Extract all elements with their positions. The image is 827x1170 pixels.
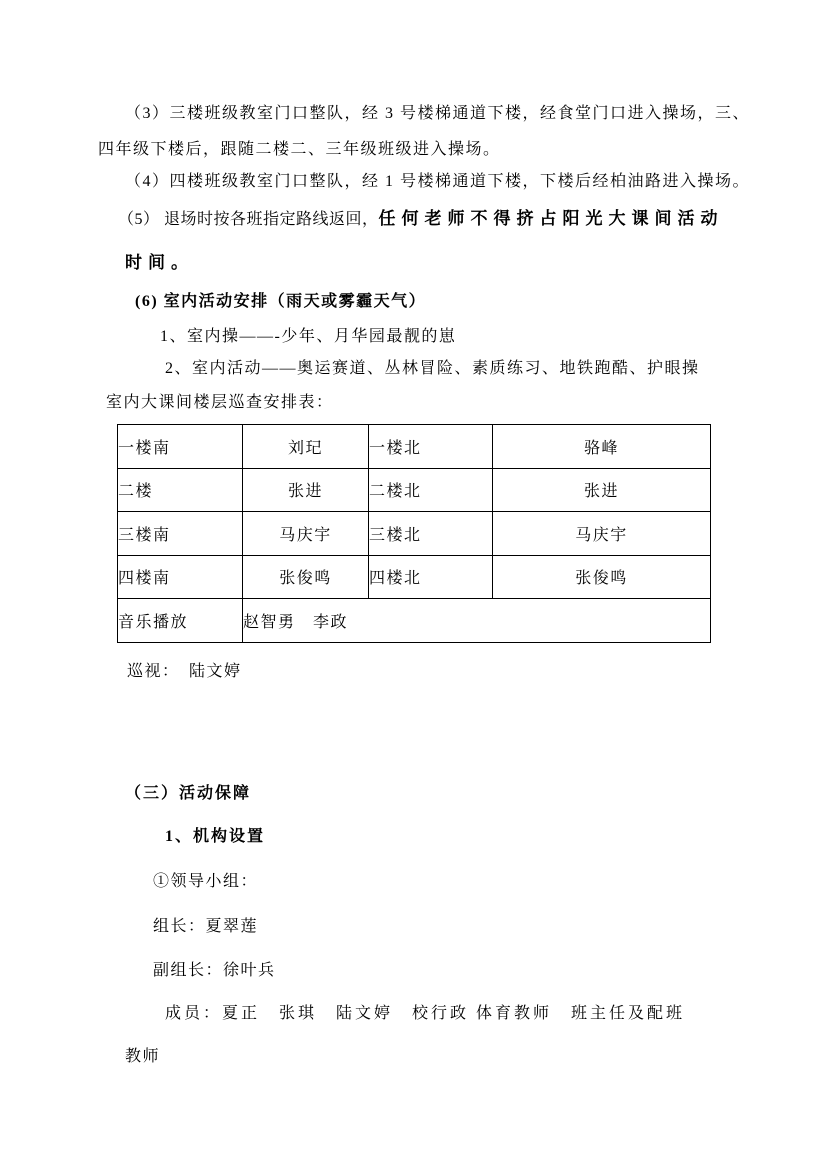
leadership-group-label: ①领导小组： — [153, 873, 259, 890]
table-row — [118, 468, 711, 512]
floor-label-cell: 四楼南 — [118, 555, 243, 599]
heading-6-indoor-activities: (6) 室内活动安排（雨天或雾霾天气） — [135, 293, 427, 310]
patrol-name-cell: 张俊鸣 — [493, 555, 711, 599]
patrol-name-cell: 马庆宇 — [243, 512, 369, 556]
leader-line: 组长：夏翠莲 — [153, 918, 259, 935]
patrol-name-cell: 骆峰 — [493, 425, 711, 469]
indoor-item-2: 2、室内活动——奥运赛道、丛林冒险、素质练习、地铁跑酷、护眼操 — [165, 360, 700, 377]
members-line-1: 成员：夏正 张琪 陆文婷 校行政 体育教师 班主任及配班 — [165, 1005, 686, 1022]
indoor-item-1: 1、室内操——-少年、月华园最靓的崽 — [160, 328, 457, 345]
floor-label-cell: 一楼北 — [369, 425, 493, 469]
patrol-supervisor-line: 巡视： 陆文婷 — [127, 663, 242, 680]
floor-label-cell: 四楼北 — [369, 555, 493, 599]
music-names-cell: 赵智勇 李政 — [243, 599, 711, 643]
music-label-cell: 音乐播放 — [118, 599, 243, 643]
subsection-1-heading: 1、机构设置 — [165, 828, 266, 845]
members-line-2: 教师 — [125, 1048, 161, 1065]
patrol-name-cell: 张进 — [243, 468, 369, 512]
patrol-name-cell: 马庆宇 — [493, 512, 711, 556]
paragraph-5-regular-text: （5） 退场时按各班指定路线返回， — [118, 211, 379, 228]
patrol-name-cell: 张俊鸣 — [243, 555, 369, 599]
floor-label-cell: 二楼 — [118, 468, 243, 512]
paragraph-5-bold-line-2: 时间。 — [125, 253, 194, 272]
paragraph-3-line-1: （3）三楼班级教室门口整队，经 3 号楼梯通道下楼，经食堂门口进入操场，三、 — [125, 105, 751, 122]
floor-label-cell: 二楼北 — [369, 468, 493, 512]
floor-label-cell: 一楼南 — [118, 425, 243, 469]
paragraph-5-bold-text: 任何老师不得挤占阳光大课间活动 — [378, 209, 724, 228]
floor-label-cell: 三楼南 — [118, 512, 243, 556]
table-row — [118, 512, 711, 556]
paragraph-4: （4）四楼班级教室门口整队，经 1 号楼梯通道下楼，下楼后经柏油路进入操场。 — [125, 173, 751, 190]
patrol-name-cell: 张进 — [493, 468, 711, 512]
paragraph-5 — [118, 208, 724, 231]
table-row-music — [118, 599, 711, 643]
table-row — [118, 555, 711, 599]
deputy-leader-line: 副组长：徐叶兵 — [153, 962, 276, 979]
paragraph-3-line-2: 四年级下楼后，跟随二楼二、三年级班级进入操场。 — [98, 141, 501, 158]
patrol-name-cell: 刘玘 — [243, 425, 369, 469]
floor-label-cell: 三楼北 — [369, 512, 493, 556]
table-intro-line: 室内大课间楼层巡查安排表： — [106, 394, 334, 411]
table-row — [118, 425, 711, 469]
section-3-heading: （三）活动保障 — [125, 785, 252, 802]
floor-patrol-table — [117, 424, 711, 643]
